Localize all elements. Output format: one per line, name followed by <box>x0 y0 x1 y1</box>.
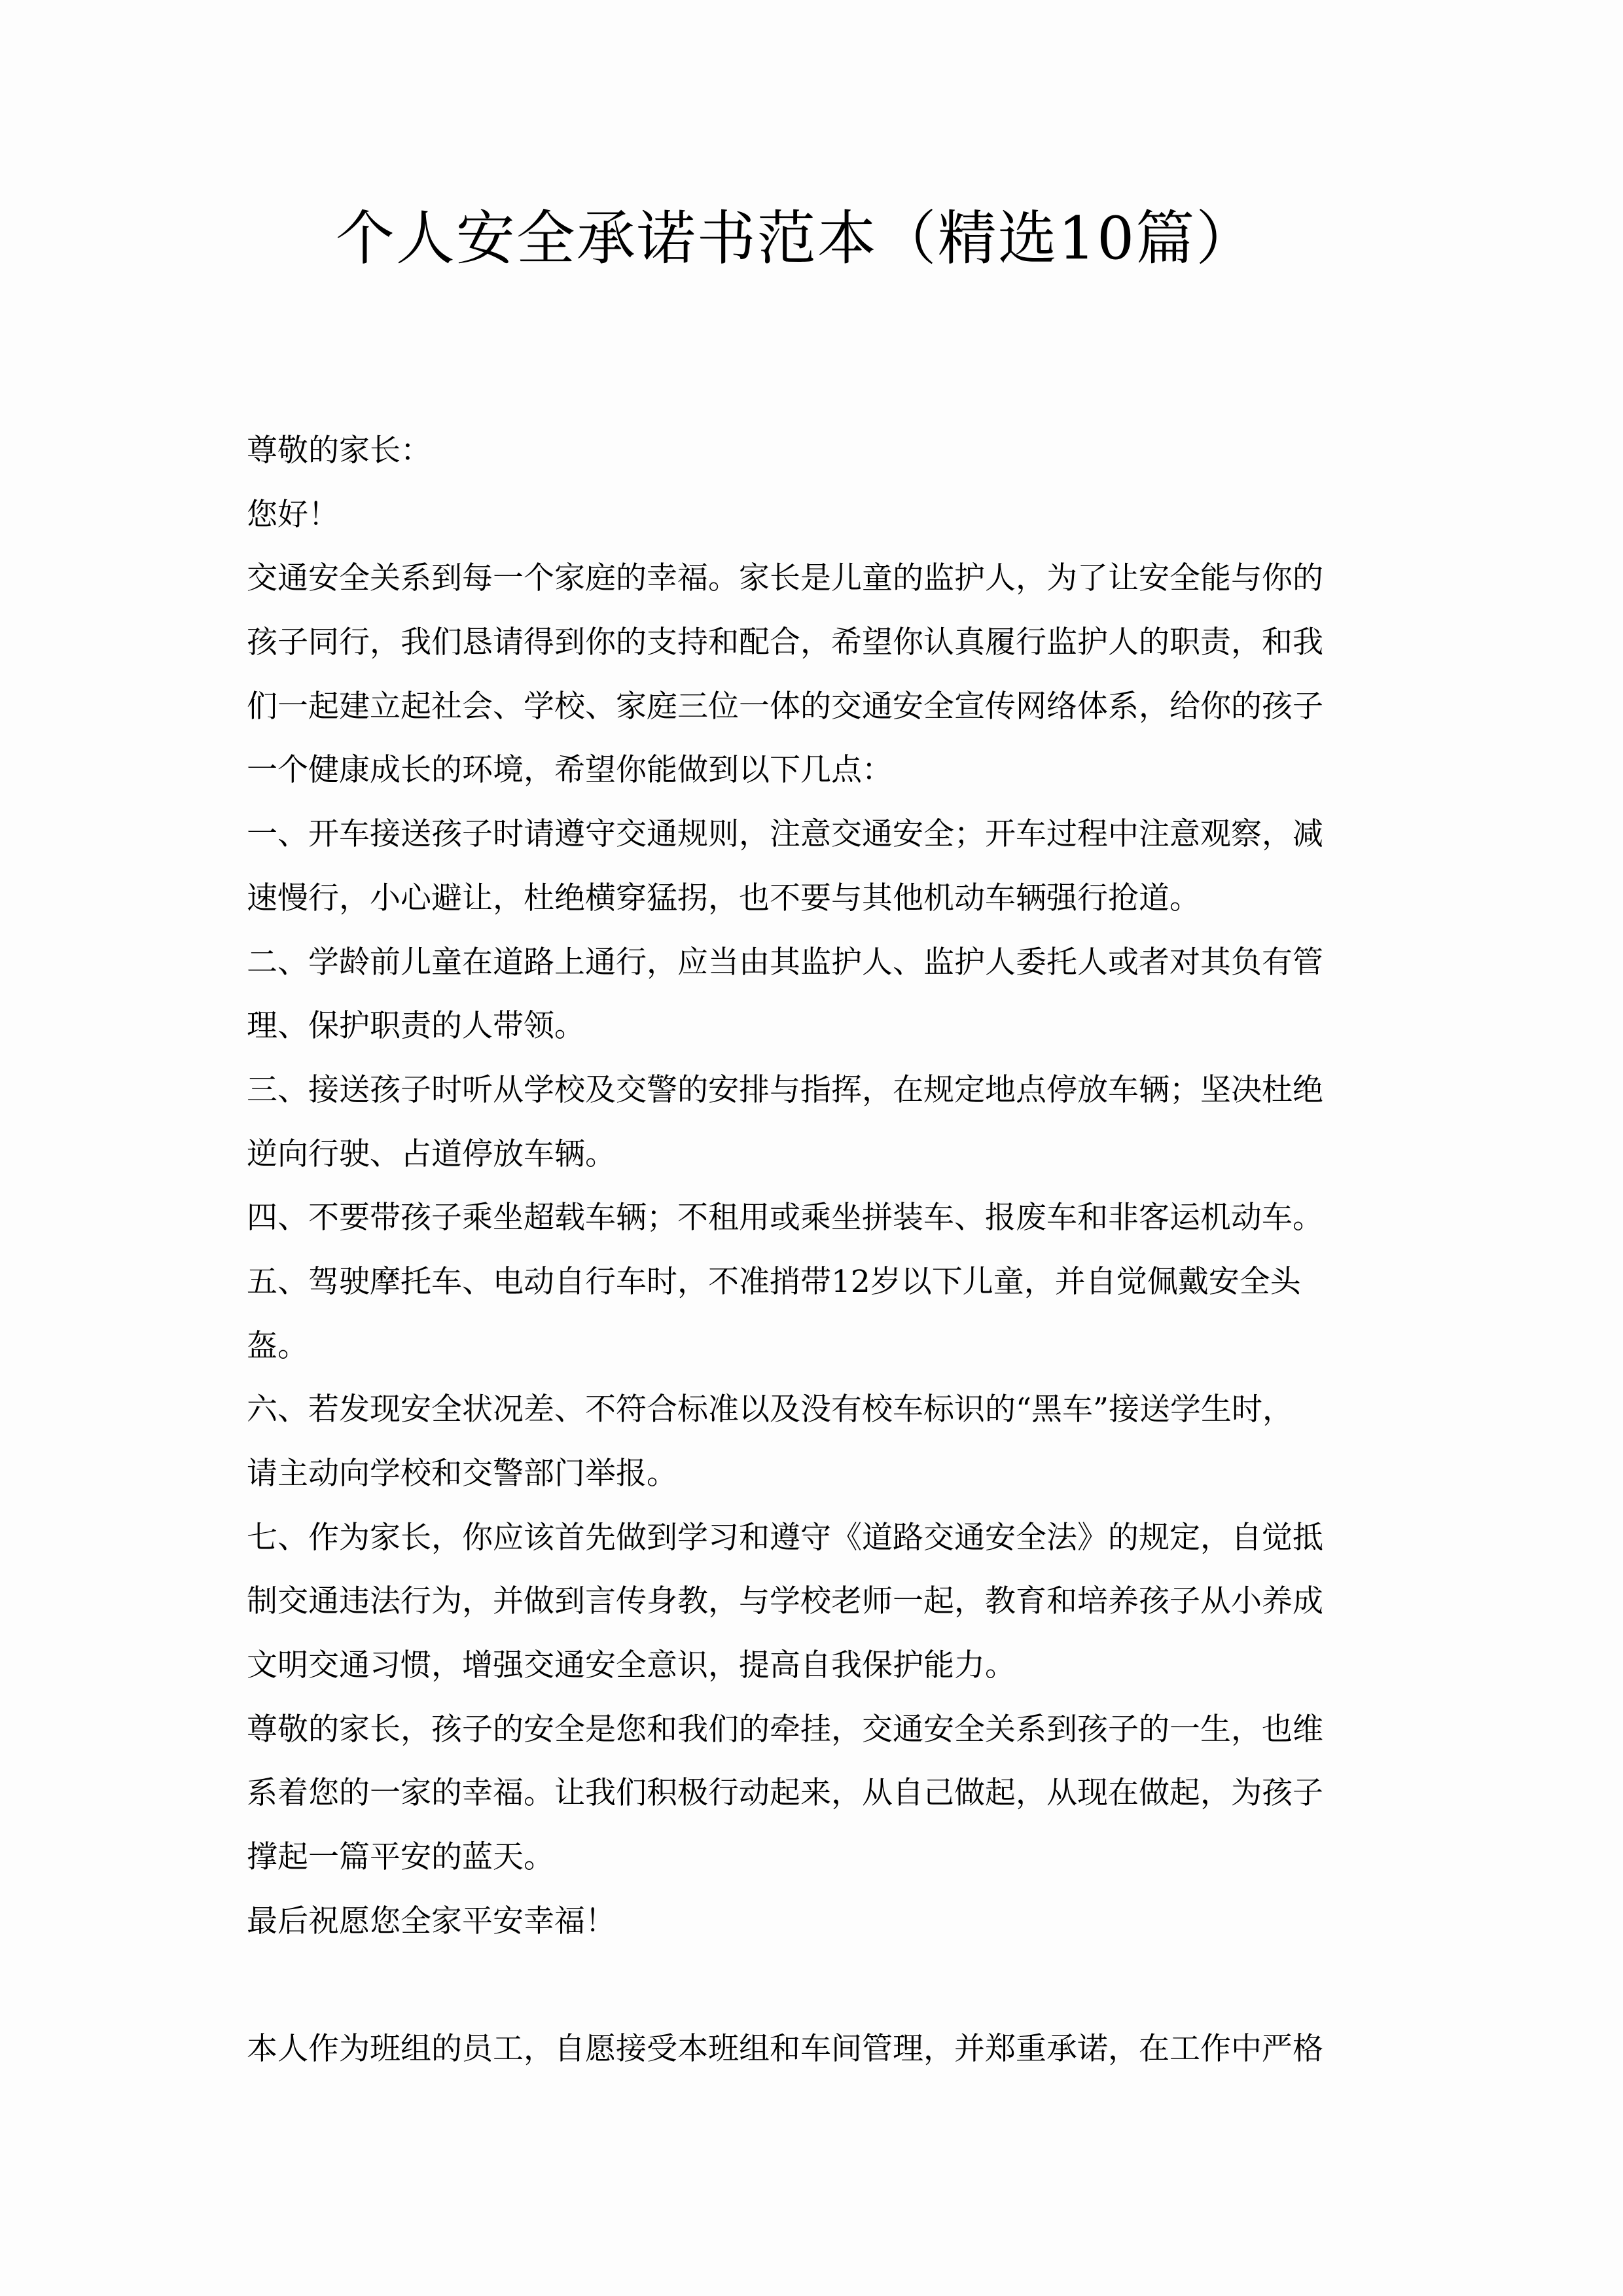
list-item-7 <box>247 1506 1385 1698</box>
list-item-4 <box>247 1186 1385 1250</box>
text-line: 您好！ <box>247 496 339 533</box>
text-line: 二、学龄前儿童在道路上通行，应当由其监护人、监护人委托人或者对其负有管 <box>247 944 1323 980</box>
text-line: 理、保护职责的人带领。 <box>247 1008 585 1045</box>
text-line: 系着您的一家的幸福。让我们积极行动起来，从自己做起，从现在做起，为孩子 <box>247 1775 1323 1812</box>
blank-line-separator <box>247 1954 1385 2018</box>
text-line: 速慢行，小心避让，杜绝横穿猛拐，也不要与其他机动车辆强行抢道。 <box>247 880 1200 916</box>
salutation-paragraph <box>247 419 1385 483</box>
document-title: 个人安全承诺书范本（精选10篇） <box>335 204 1257 273</box>
text-line: 盔。 <box>247 1327 308 1364</box>
document-body <box>247 419 1385 2081</box>
text-line: 制交通违法行为，并做到言传身教，与学校老师一起，教育和培养孩子从小养成 <box>247 1583 1323 1620</box>
list-item-6 <box>247 1378 1385 1505</box>
text-line: 文明交通习惯，增强交通安全意识，提高自我保护能力。 <box>247 1647 1016 1684</box>
list-item-1 <box>247 802 1385 930</box>
text-line: 们一起建立起社会、学校、家庭三位一体的交通安全宣传网络体系，给你的孩子 <box>247 688 1323 725</box>
closing-paragraph <box>247 1698 1385 1890</box>
text-line: 最后祝愿您全家平安幸福！ <box>247 1903 616 1939</box>
intro-paragraph <box>247 547 1385 802</box>
text-line: 六、若发现安全状况差、不符合标准以及没有校车标识的“黑车”接送学生时， <box>247 1391 1294 1428</box>
list-item-3 <box>247 1058 1385 1186</box>
list-item-5 <box>247 1250 1385 1378</box>
text-line: 三、接送孩子时听从学校及交警的安排与指挥，在规定地点停放车辆；坚决杜绝 <box>247 1071 1323 1108</box>
wishes-paragraph <box>247 1890 1385 1954</box>
text-line: 一、开车接送孩子时请遵守交通规则，注意交通安全；开车过程中注意观察，减 <box>247 816 1323 853</box>
text-line: 尊敬的家长，孩子的安全是您和我们的牵挂，交通安全关系到孩子的一生，也维 <box>247 1711 1323 1748</box>
text-line: 请主动向学校和交警部门举报。 <box>247 1456 677 1492</box>
text-line: 孩子同行，我们恳请得到你的支持和配合，希望你认真履行监护人的职责，和我 <box>247 624 1323 661</box>
text-line: 七、作为家长，你应该首先做到学习和遵守《道路交通安全法》的规定，自觉抵 <box>247 1519 1323 1556</box>
greeting-paragraph <box>247 483 1385 547</box>
text-line: 一个健康成长的环境，希望你能做到以下几点： <box>247 752 893 789</box>
second-sample-paragraph <box>247 2017 1385 2081</box>
text-line: 五、驾驶摩托车、电动自行车时，不准捎带12岁以下儿童，并自觉佩戴安全头 <box>247 1263 1301 1300</box>
text-line: 交通安全关系到每一个家庭的幸福。家长是儿童的监护人，为了让安全能与你的 <box>247 560 1323 597</box>
text-line: 本人作为班组的员工，自愿接受本班组和车间管理，并郑重承诺，在工作中严格 <box>247 2031 1323 2068</box>
text-line: 撑起一篇平安的蓝天。 <box>247 1839 554 1876</box>
text-line: 逆向行驶、占道停放车辆。 <box>247 1136 616 1172</box>
text-line: 尊敬的家长： <box>247 433 431 469</box>
list-item-2 <box>247 931 1385 1058</box>
text-line: 四、不要带孩子乘坐超载车辆；不租用或乘坐拼装车、报废车和非客运机动车。 <box>247 1200 1323 1236</box>
